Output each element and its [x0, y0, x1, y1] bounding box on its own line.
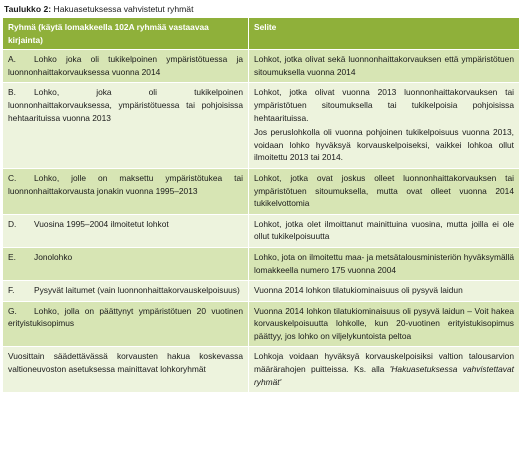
- group-cell: [3, 214, 249, 247]
- explanation-text: Lohkot, jotka olivat sekä luonnonhaittakorvauksen että ympäristötuen sitoumuksella vuonna 2014: [254, 54, 514, 77]
- table-row: [3, 50, 520, 83]
- caption-number: Taulukko 2:: [4, 4, 52, 14]
- table-row: [3, 301, 520, 347]
- table-row: [3, 214, 520, 247]
- header-group: Ryhmä (käytä lomakkeella 102A ryhmää vastaavaa kirjainta): [3, 18, 249, 50]
- table-row: [3, 281, 520, 302]
- row-label: F.: [8, 285, 15, 296]
- row-label: B.: [8, 87, 16, 98]
- group-text: Lohko, jolla on päättynyt ympäristötuen 20 vuotinen erityistukisopimus: [8, 305, 243, 329]
- explanation-text: Lohkot, jotka olivat vuonna 2013 luonnonhaittakorvauksen tai ympäristötuen sitoumuksella tai tukikelpoisia pohjoisissa hehtaarituissa.: [254, 87, 514, 123]
- row-label: G.: [8, 305, 17, 316]
- table-row: [3, 83, 520, 169]
- explanation-cell: [249, 347, 520, 393]
- group-text: Lohko joka oli tukikelpoinen ympäristötuessa ja luonnonhaittakorvauksessa vuonna 2014: [8, 54, 243, 77]
- group-cell: [3, 83, 249, 169]
- group-cell: [3, 301, 249, 347]
- explanation-cell: [249, 247, 520, 280]
- table-header-row: [3, 18, 520, 50]
- explanation-link-text: 'Hakuasetuksessa vahvistettavat ryhmät': [254, 364, 514, 387]
- group-text: Lohko, jolle on maksettu ympäristötukea tai luonnonhaittakorvausta jonakin vuonna 1995–2013: [8, 172, 243, 196]
- group-text: Lohko, joka oli tukikelpoinen luonnonhaittakorvauksessa, ympäristötuessa tai pohjoisissa hehtaarituissa vuonna 2013: [8, 87, 243, 123]
- explanation-cell: [249, 301, 520, 347]
- group-cell: [3, 347, 249, 393]
- group-cell: [3, 247, 249, 280]
- table-caption: [4, 4, 193, 15]
- row-label: E.: [8, 251, 16, 262]
- explanation-cell: [249, 281, 520, 302]
- caption-text: Hakuasetuksessa vahvistetut ryhmät: [51, 4, 194, 14]
- group-text: Pysyvät laitumet (vain luonnonhaittakorvauskelpoisuus): [34, 285, 240, 296]
- explanation-cell: [249, 168, 520, 214]
- group-text: Vuosina 1995–2004 ilmoitetut lohkot: [34, 218, 169, 229]
- explanation-text: Lohko, jota on ilmoitettu maa- ja metsätalousministeriön hyväksymällä lomakkeella numero 175 vuonna 2004: [254, 251, 514, 275]
- table-row: [3, 168, 520, 214]
- group-text: Vuosittain säädettävässä korvausten hakua koskevassa valtioneuvoston asetuksessa mainittavat lohkoryhmät: [8, 351, 243, 375]
- table-row: [3, 347, 520, 393]
- explanation-cell: [249, 50, 520, 83]
- row-label: A.: [8, 54, 16, 65]
- row-label: D.: [8, 218, 17, 229]
- explanation-text: Lohkoja voidaan hyväksyä korvauskelpoisiksi valtion talousarvion määrärahojen puitteissa. Ks. alla: [254, 351, 514, 375]
- group-cell: [3, 281, 249, 302]
- explanation-cell: [249, 83, 520, 169]
- explanation-text: Lohkot, jotka olet ilmoittanut mainittuina vuosina, mutta joilla ei ole ollut tukikelpoisuutta: [254, 218, 514, 242]
- group-cell: [3, 168, 249, 214]
- explanation-text: Vuonna 2014 lohkon tilatukiominaisuus oli pysyvä laidun – Voit hakea korvauskelpoisuutta lohkolle, kun 20-vuotinen erityistukisopimus päättyy, jos lohko on viljelykuntoista peltoa: [254, 305, 514, 341]
- header-explanation: Selite: [249, 18, 520, 50]
- group-cell: [3, 50, 249, 83]
- explanation-text-2: Jos peruslohkolla oli vuonna pohjoinen tukikelpoisuus vuonna 2013, voidaan lohko hyväksyä korvauskelpoiseksi, vaikkei lohkoa ollut ilmoitettu 2013 tai 2014.: [254, 127, 514, 163]
- explanation-text: Lohkot, jotka ovat joskus olleet luonnonhaittakorvauksen tai ympäristötuen sitoumuksella, mutta ovat olleet vuonna 2014 tukikelvottomia: [254, 172, 514, 209]
- group-text: Jonolohko: [34, 251, 73, 262]
- row-label: C.: [8, 172, 17, 183]
- table-row: [3, 247, 520, 280]
- explanation-text: Vuonna 2014 lohkon tilatukiominaisuus oli pysyvä laidun: [254, 285, 463, 296]
- group-table: [2, 17, 520, 393]
- explanation-cell: [249, 214, 520, 247]
